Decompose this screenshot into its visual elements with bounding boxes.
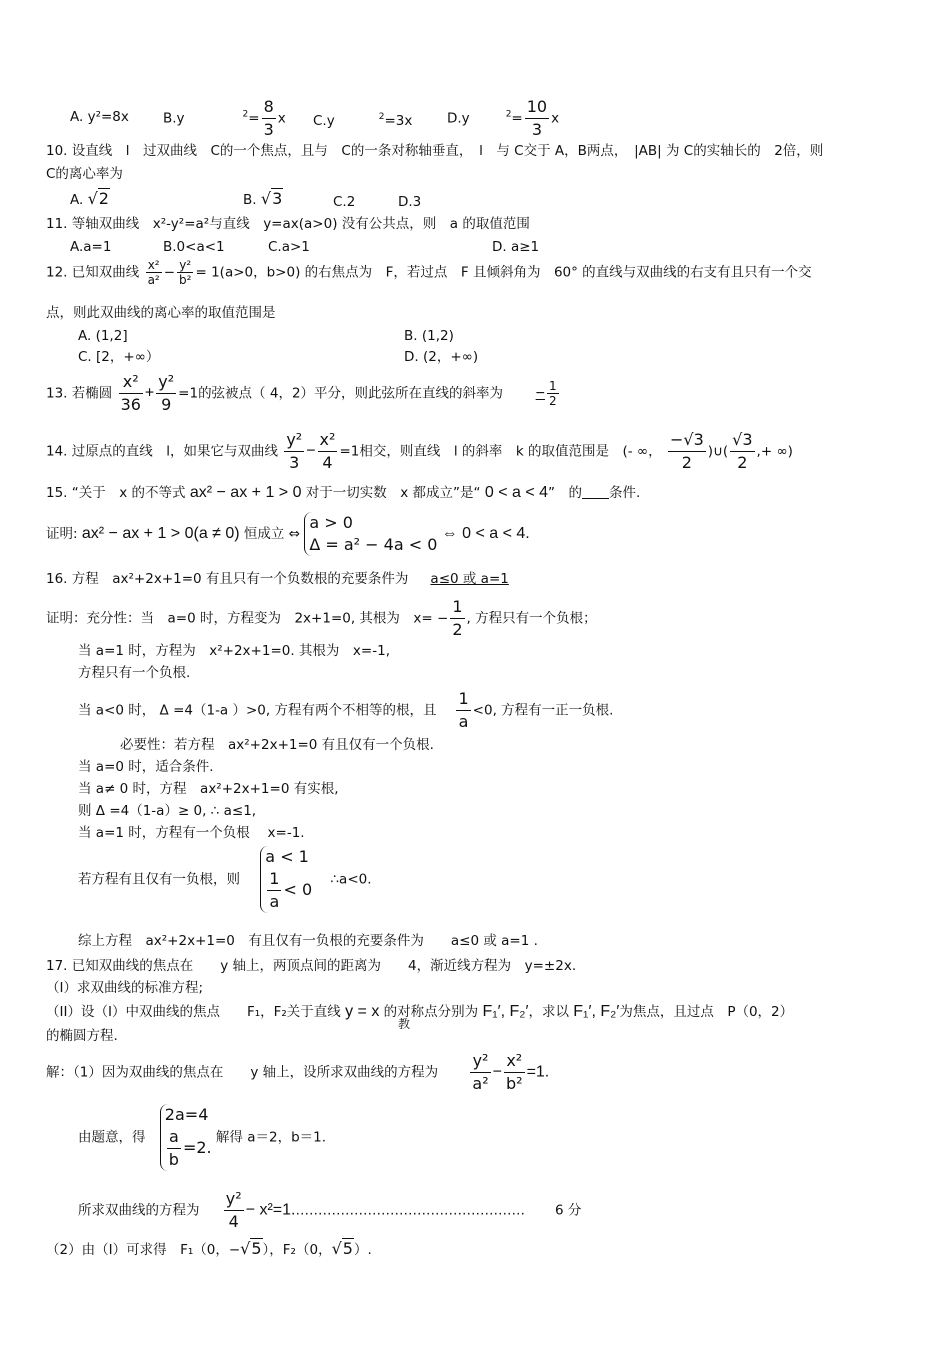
- q11-option-a: A.a=1: [70, 239, 112, 255]
- q12-option-c: C. [2，+∞）: [78, 349, 160, 365]
- q9-option-d: D.y $^2$= $\frac{10}{3}$ x: [447, 97, 560, 139]
- q12-stem: 12. 已知双曲线 $\frac{\text{x²}}{\text{a²}}$ − $\frac{\text{y²}}{\text{b²}}$ = 1(a>0，b>0) 的右焦点为 F，若过点 F 且倾斜角为 60° 的直线与双曲线的右支有且只有一个交: [46, 258, 812, 287]
- q14-range-lower: $\frac{-√3}{2}$: [669, 430, 704, 472]
- q11-option-b: B.0<a<1: [163, 239, 225, 255]
- q12-option-d: D. (2，+∞): [404, 349, 479, 365]
- proof16-line8: 则 Δ =4（1-a）≥ 0, ∴ a≤1,: [78, 803, 257, 819]
- proof16-line1: 证明：充分性：当 a=0 时，方程变为 2x+1=0, 其根为 x= − $\frac{1}{2}$ , 方程只有一个负根；: [46, 597, 597, 639]
- proof16-line7: 当 a≠ 0 时，方程 ax²+2x+1=0 有实根,: [78, 781, 339, 797]
- q17-stem: 17. 已知双曲线的焦点在 y 轴上，两顶点间的距离为 4，渐近线方程为 y=±2x.: [46, 958, 577, 974]
- proof16-line5: 必要性：若方程 ax²+2x+1=0 有且仅有一个负根.: [120, 737, 434, 753]
- proof15-system: a > 0 Δ = a² − 4a < 0: [304, 512, 437, 556]
- q9-d-fraction: $\frac{10}{3}$: [526, 97, 548, 139]
- q10-option-d: D.3: [398, 194, 422, 210]
- proof16-system: a < 1 $\frac{1}{a}$ < 0: [260, 846, 312, 913]
- q17-solution-line2: 由题意，得 2a=4 $\frac{a}{b}$ =2. 解得 a＝2，b＝1.: [78, 1105, 327, 1169]
- q16-stem: 16. 方程 ax²+2x+1=0 有且只有一个负数根的充要条件为 a≤0 或 a=1: [46, 571, 509, 587]
- q11-stem: 11. 等轴双曲线 x²-y²=a²与直线 y=ax(a>0) 没有公共点，则 a 的取值范围: [46, 216, 530, 232]
- q10-option-c: C.2: [333, 194, 356, 210]
- q17-solution-line4: （2）由（I）可求得 F₁（0，−√5），F₂（0，√5）.: [46, 1239, 372, 1258]
- proof16-line9: 当 a=1 时，方程有一个负根 x=-1.: [78, 825, 305, 841]
- q15-stem: 15. “关于 x 的不等式 ax² − ax + 1 > 0 对于一切实数 x 都成立”是“ 0 < a < 4” 的 条件.: [46, 484, 641, 501]
- q14-stem: 14. 过原点的直线 l，如果它与双曲线 $\frac{\text{y²}}{3}$ − $\frac{\text{x²}}{4}$ =1相交，则直线 l 的斜率 k 的取值范围是 (- ∞， $\frac{-√3}{2}$ )∪( $\frac{√3}{2}$ ,+ ∞): [46, 430, 793, 472]
- q14-fraction-y: $\frac{\text{y²}}{3}$: [286, 430, 303, 472]
- q12-option-b: B. (1,2): [404, 328, 454, 344]
- q9-option-c: C.y $^2$=3x: [313, 112, 413, 129]
- proof16-line6: 当 a=0 时，适合条件.: [78, 759, 214, 775]
- proof16-line10: 若方程有且仅有一负根，则 a < 1 $\frac{1}{a}$ < 0 ∴a<0.: [78, 847, 372, 911]
- q13-stem: 13. 若椭圆 $\frac{\text{x²}}{36}$ + $\frac{\text{y²}}{9}$ =1的弦被点（ 4，2）平分，则此弦所在直线的斜率为 − $\frac{1}{2}$: [46, 371, 561, 416]
- q10-option-a: A. √2: [70, 189, 109, 208]
- proof15: 证明: ax² − ax + 1 > 0(a ≠ 0) 恒成立 ⇔ a > 0 Δ = a² − 4a < 0 ⇔ 0 < a < 4.: [46, 513, 530, 554]
- q17-stamp: 教: [398, 1017, 411, 1031]
- q11-option-c: C.a>1: [268, 239, 310, 255]
- q13-fraction-x: $\frac{\text{x²}}{36}$: [120, 372, 141, 414]
- q17-part2-line2: 的椭圆方程.: [46, 1028, 118, 1044]
- q13-answer: − $\frac{1}{2}$: [535, 379, 557, 408]
- q9-option-b: B.y $^2$= $\frac{8}{3}$ x: [163, 97, 286, 139]
- proof16-line4: 当 a<0 时， Δ =4（1-a ）>0, 方程有两个不相等的根，且 $\frac{1}{a}$ <0, 方程有一正一负根.: [78, 689, 614, 731]
- q12-fraction-y: $\frac{\text{y²}}{\text{b²}}$: [179, 258, 192, 287]
- q11-option-d: D. a≥1: [492, 239, 540, 255]
- proof16-line11: 综上方程 ax²+2x+1=0 有且仅有一负根的充要条件为 a≤0 或 a=1 .: [78, 933, 538, 949]
- q17-solution-line1: 解：（1）因为双曲线的焦点在 y 轴上，设所求双曲线的方程为 $\frac{\text{y²}}{\text{a²}}$ − $\frac{\text{x²}}{\text{b²}}$ =1.: [46, 1051, 550, 1093]
- q12-fraction-x: $\frac{\text{x²}}{\text{a²}}$: [147, 258, 160, 287]
- q15-blank: [582, 485, 609, 501]
- q14-range-upper: $\frac{√3}{2}$: [732, 430, 753, 472]
- q17-system: 2a=4 $\frac{a}{b}$ =2.: [160, 1104, 212, 1171]
- proof16-line3: 方程只有一个负根.: [78, 665, 191, 681]
- q17-part1: （I）求双曲线的标准方程;: [46, 980, 204, 996]
- q9-b-fraction: $\frac{8}{3}$: [263, 97, 274, 139]
- q17-solution-line3: 所求双曲线的方程为 $\frac{\text{y²}}{4}$ − x²=1.…………………………………………… 6 分: [78, 1189, 582, 1231]
- proof16-line2: 当 a=1 时，方程为 x²+2x+1=0. 其根为 x=-1,: [78, 643, 390, 659]
- q10-option-b: B. √3: [243, 189, 283, 208]
- q17-part2: （II）设（I）中双曲线的焦点 F₁，F₂关于直线 y = x 的对称点分别为 F₁′, F₂′，求以 F₁′, F₂′为焦点，且过点 P（0，2）: [46, 1003, 794, 1020]
- q13-fraction-y: $\frac{\text{y²}}{9}$: [158, 372, 175, 414]
- q9-option-a: A. y²=8x: [70, 109, 129, 125]
- q16-answer: a≤0 或 a=1: [430, 571, 509, 587]
- q10-stem: 10. 设直线 l 过双曲线 C的一个焦点，且与 C的一条对称轴垂直， l 与 C交于 A，B两点， |AB| 为 C的实轴长的 2倍，则: [46, 143, 824, 159]
- q10-stem-line2: C的离心率为: [46, 166, 123, 182]
- q12-option-a: A. (1,2]: [78, 328, 128, 344]
- q12-stem-line2: 点，则此双曲线的离心率的取值范围是: [46, 305, 276, 321]
- q14-fraction-x: $\frac{\text{x²}}{4}$: [319, 430, 336, 472]
